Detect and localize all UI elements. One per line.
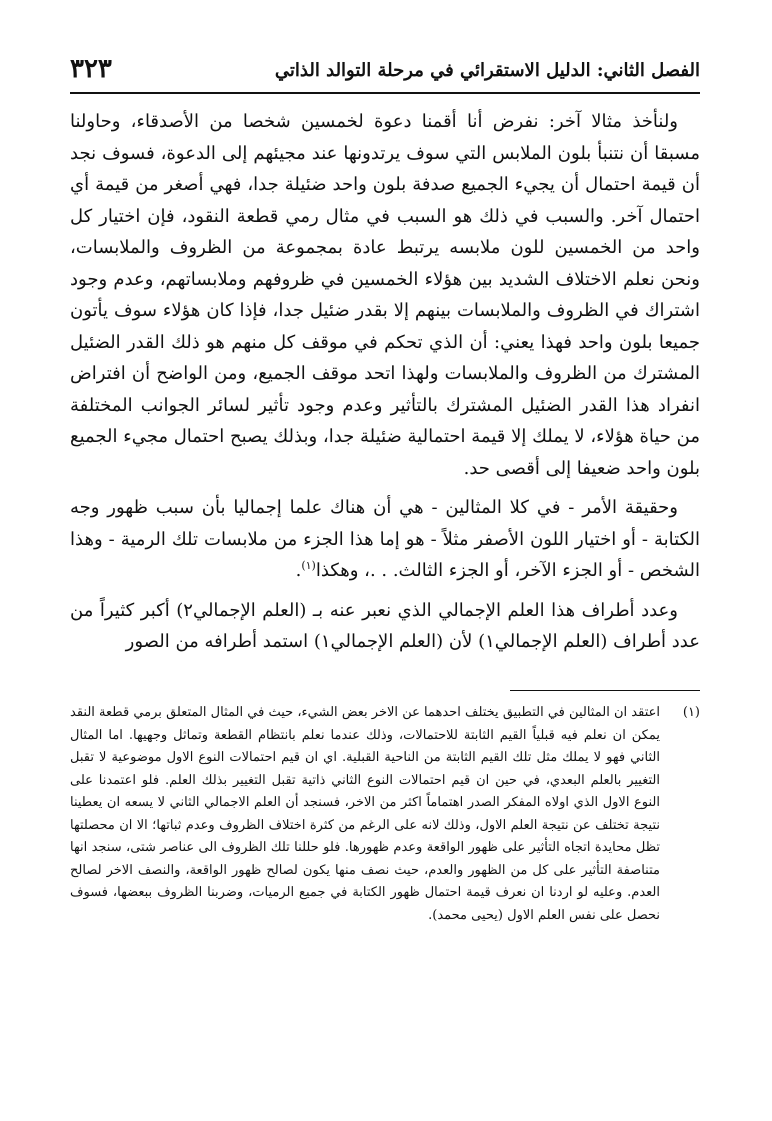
footnote-number: (١) — [682, 705, 700, 720]
paragraph-2 — [70, 492, 700, 587]
paragraph-2-text: وحقيقة الأمر - في كلا المثالين - هي أن هناك علما إجماليا بأن سبب ظهور وجه الكتابة - أو اختيار اللون الأصفر مثلاً - هو إما هذا الجزء من ملابسات تلك الرمية - وهذا الشخص - أو الجزء الآخر، أو الجزء الثالث. . .، وهكذا — [70, 497, 700, 581]
paragraph-2-tail: . — [295, 560, 302, 581]
running-header — [70, 52, 700, 94]
chapter-title: الفصل الثاني: الدليل الاستقرائي في مرحلة التوالد الذاتي — [274, 60, 700, 81]
main-text — [70, 106, 700, 666]
footnote-1 — [70, 702, 700, 927]
footnotes — [70, 702, 700, 927]
paragraph-3: وعدد أطراف هذا العلم الإجمالي الذي نعبر عنه بـ (العلم الإجمالي٢) أكبر كثيراً من عدد أطراف (العلم الإجمالي١) لأن (العلم الإجمالي١) استمد أطرافه من الصور — [70, 599, 700, 652]
footnote-marker[interactable]: (١) — [301, 559, 316, 572]
page-number: ٣٢٣ — [70, 54, 112, 84]
paragraph-1: ولنأخذ مثالا آخر: نفرض أنا أقمنا دعوة لخمسين شخصا من الأصدقاء، وحاولنا مسبقا أن نتنبأ بلون الملابس التي سوف يرتدونها عند مجيئهم إلى الدعوة، فسوف نجد أن قيمة احتمال أن يجيء الجميع صدفة بلون واحد ضئيلة جدا، فهي أصغر من قيمة أي احتمال آخر. والسبب في ذلك هو السبب في مثال رمي قطعة النقود، فإن اختيار كل واحد من الخمسين للون ملابسه يرتبط عادة بمجموعة من الظروف والملابسات، ونحن نعلم الاختلاف الشديد بين هؤلاء الخمسين في ظروفهم وملابساتهم، وعدم وجود اشتراك في الظروف والملابسات بينهم إلا بقدر ضئيل جدا، فإذا كان هؤلاء سوف يأتون جميعا بلون واحد فهذا يعني: أن الذي تحكم في موقف كل منهم هو ذلك القدر الضئيل المشترك من الظروف والملابسات ولهذا اتحد موقف الجميع، ومن الواضح أن افتراض انفراد هذا القدر الضئيل المشترك بالتأثير وعدم وجود تأثير لسائر الجوانب المختلفة من حياة هؤلاء، لا يملك إلا قيمة احتمالية ضئيلة جدا، وبذلك يصبح احتمال مجيء الجميع بلون واحد ضعيفا إلى أقصى حد. — [70, 111, 701, 479]
footnote-divider — [510, 690, 700, 691]
footnote-text: اعتقد ان المثالين في التطبيق يختلف احدهما عن الاخر بعض الشيء، حيث في المثال المتعلق برمي قطعة النقد يمكن ان نعلم فيه قبلياً القيم الثابتة للاحتمالات، وذلك عندما نعلم بانتظام القطعة وتماثل وجهيها. اما المثال الثاني فهو لا يملك مثل تلك القيم الثابتة من الناحية القبلية. اي ان قيم احتمالات النوع الاول موضوعية لا تقبل التغيير بالعلم البعدي، في حين ان قيم احتمالات النوع الثاني ذاتية تقبل التغيير بذلك العلم. فلو اعتمدنا على النوع الاول الذي اولاه المفكر الصدر اهتماماً اكثر من الاخر، فسنجد أن العلم الاجمالي الثاني لا يسعه ان يعطينا نتيجة تختلف عن نتيجة العلم الاول، وذلك لانه على الرغم من كثرة اختلاف الظروف وعدم ثباتها؛ الا ان محصلتها تظل محايدة اتجاه التأثير على ظهور الواقعة وعدم ظهورها. فلو حللنا تلك الظروف الى عناصر شتى، سنجد انها متناصفة التأثير على كل من الظهور والعدم، حيث نصف منها يكون لصالح ظهور الواقعة، والنصف الاخر لصالح العدم. وعليه لو اردنا ان نعرف قيمة احتمال ظهور الكتابة في جميع الرميات، وضربنا الظروف ببعضها، فسوف نحصل على نفس العلم الاول (يحيى محمد). — [70, 705, 660, 923]
